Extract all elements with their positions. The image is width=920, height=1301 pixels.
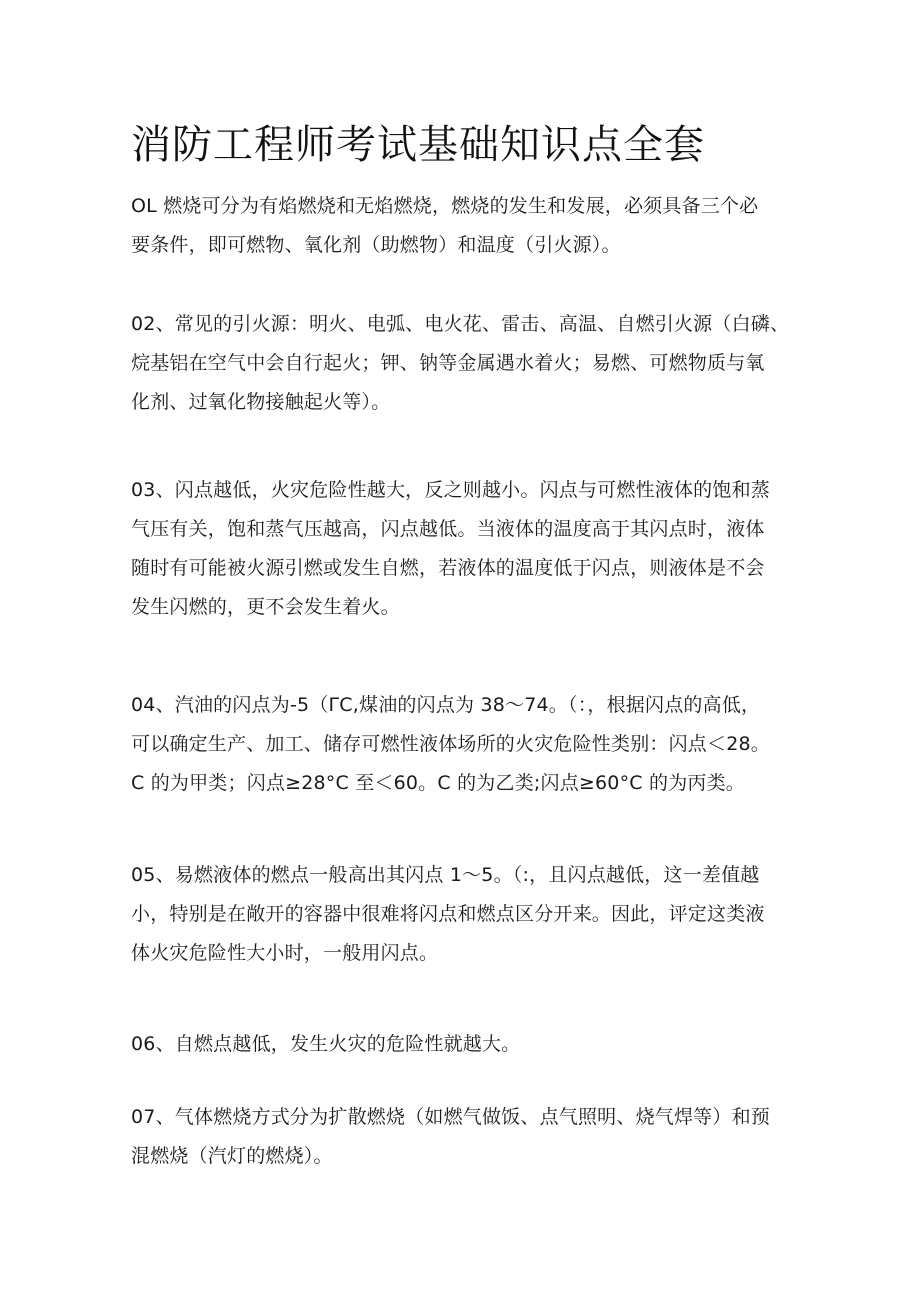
paragraph-line: 04、汽油的闪点为-5（ΓC,煤油的闪点为 38～74。（：，根据闪点的高低， [131,694,761,716]
paragraph-line: 可以确定生产、加工、储存可燃性液体场所的火灾危险性类别：闪点＜28。 [131,733,770,755]
paragraph-line: 小，特别是在敞开的容器中很难将闪点和燃点区分开来。因此，评定这类液 [131,903,765,925]
paragraph-line: 05、易燃液体的燃点一般高出其闪点 1～5。（:，且闪点越低，这一差值越 [131,864,760,886]
paragraph-06 [131,1025,811,1064]
paragraph-line: 要条件，即可燃物、氧化剂（助燃物）和温度（引火源）。 [131,234,621,256]
paragraph-line: 烷基铝在空气中会自行起火；钾、钠等金属遇水着火；易燃、可燃物质与氧 [131,352,765,374]
paragraph-line: 03、闪点越低，火灾危险性越大，反之则越小。闪点与可燃性液体的饱和蒸 [131,479,770,501]
paragraph-line: 发生闪燃的，更不会发生着火。 [131,596,400,618]
paragraph-02 [131,305,811,422]
paragraph-line: 随时有可能被火源引燃或发生自燃，若液体的温度低于闪点，则液体是不会 [131,557,765,579]
paragraph-line: 02、常见的引火源：明火、电弧、电火花、雷击、高温、自燃引火源（白磷、 [131,313,790,335]
paragraph-line: C 的为甲类；闪点≥28°C 至＜60。C 的为乙类;闪点≥60°C 的为丙类。 [131,772,745,794]
paragraph-01 [131,187,811,265]
paragraph-line: 混燃烧（汽灯的燃烧）。 [131,1145,333,1167]
paragraph-05 [131,856,811,973]
paragraph-line: 化剂、过氧化物接触起火等）。 [131,391,391,413]
page-title: 消防工程师考试基础知识点全套 [131,122,705,168]
paragraph-line: 07、气体燃烧方式分为扩散燃烧（如燃气做饭、点气照明、烧气焊等）和预 [131,1106,770,1128]
paragraph-line: 体火灾危险性大小时，一般用闪点。 [131,942,439,964]
paragraph-03 [131,471,811,627]
paragraph-04 [131,686,811,803]
paragraph-07 [131,1098,811,1176]
paragraph-line: 气压有关，饱和蒸气压越高，闪点越低。当液体的温度高于其闪点时，液体 [131,518,765,540]
paragraph-line: OL 燃烧可分为有焰燃烧和无焰燃烧，燃烧的发生和发展，必须具备三个必 [131,195,759,217]
paragraph-line: 06、自燃点越低，发生火灾的危险性就越大。 [131,1033,521,1055]
